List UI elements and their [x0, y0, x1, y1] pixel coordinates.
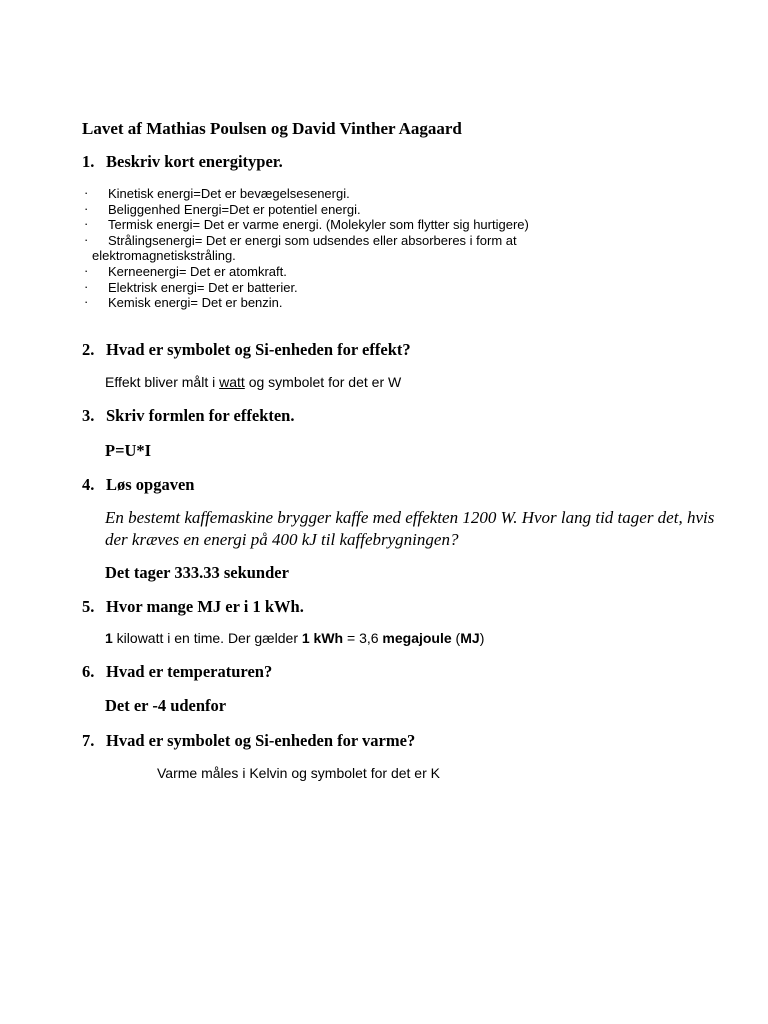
bullet-icon: · [84, 294, 89, 310]
bullet-icon: · [84, 231, 89, 247]
answer-6: Det er -4 udenfor [105, 696, 227, 715]
question-number: 7. [82, 731, 95, 750]
list-item [84, 216, 529, 233]
task-4-text: En bestemt kaffemaskine brygger kaffe med effekten 1200 W. Hvor lang tid tager det, hvis der kræves en energi på 400 kJ til kaffebrygningen? [105, 508, 715, 549]
answer-4: Det tager 333.33 sekunder [105, 563, 289, 582]
bullet-icon: · [84, 216, 89, 232]
bullet-icon: · [84, 262, 89, 278]
answer-text: Effekt bliver målt i [105, 374, 220, 390]
answer-text: 1 kWh [301, 630, 344, 646]
bullet-icon: · [84, 185, 89, 200]
list-item-text: Kerneenergi= Det er atomkraft. [108, 263, 287, 279]
answer-text: kilowatt i en time. Der gælder [112, 630, 302, 646]
answer-7: Varme måles i Kelvin og symbolet for det er K [157, 765, 440, 781]
energy-type-list [84, 185, 529, 311]
list-item [84, 185, 350, 202]
author-line: Lavet af Mathias Poulsen og David Vinther Aagaard [82, 119, 462, 138]
list-item-text: Termisk energi= Det er varme energi. (Molekyler som flytter sig hurtigere) [108, 217, 529, 233]
answer-text: = 3,6 [343, 630, 383, 646]
list-item [84, 262, 287, 280]
answer-text: ( [451, 630, 461, 646]
question-number: 6. [82, 662, 95, 681]
question-number: 3. [82, 406, 95, 425]
watt-link[interactable]: watt [219, 374, 245, 390]
list-item [84, 231, 517, 249]
list-item-text: Strålingsenergi= Det er energi som udsendes eller absorberes i form at [108, 232, 517, 248]
question-text: Beskriv kort energityper. [106, 152, 283, 171]
question-text: Hvor mange MJ er i 1 kWh. [106, 597, 304, 616]
question-text: Hvad er temperaturen? [106, 662, 273, 681]
answer-text: ) [479, 630, 485, 646]
answer-text: MJ [460, 630, 480, 646]
answer-2 [105, 374, 401, 390]
list-item [84, 294, 283, 311]
answer-text: megajoule [382, 630, 452, 646]
answer-3: P=U*I [105, 441, 152, 460]
answer-5 [105, 630, 484, 646]
list-item-text: Elektrisk energi= Det er batterier. [108, 279, 298, 295]
question-text: Skriv formlen for effekten. [106, 406, 295, 425]
question-number: 1. [82, 152, 95, 171]
list-item [84, 278, 298, 296]
question-number: 4. [82, 475, 95, 494]
question-text: Hvad er symbolet og Si-enheden for effekt? [106, 340, 411, 359]
answer-text: og symbolet for det er W [244, 374, 402, 390]
list-item-text: Beliggenhed Energi=Det er potentiel energi. [108, 201, 361, 217]
list-item-continuation [84, 248, 236, 264]
bullet-icon: · [84, 200, 89, 216]
list-item-text: Kemisk energi= Det er benzin. [108, 295, 283, 311]
question-text: Hvad er symbolet og Si-enheden for varme? [106, 731, 416, 750]
bullet-icon: · [84, 278, 89, 294]
answer-text: 1 [105, 630, 113, 646]
question-number: 5. [82, 597, 95, 616]
list-item-text: Kinetisk energi=Det er bevægelsesenergi. [108, 186, 350, 201]
question-number: 2. [82, 340, 95, 359]
list-item-text: elektromagnetiskstråling. [92, 248, 236, 264]
list-item [84, 200, 361, 218]
question-text: Løs opgaven [106, 475, 195, 494]
